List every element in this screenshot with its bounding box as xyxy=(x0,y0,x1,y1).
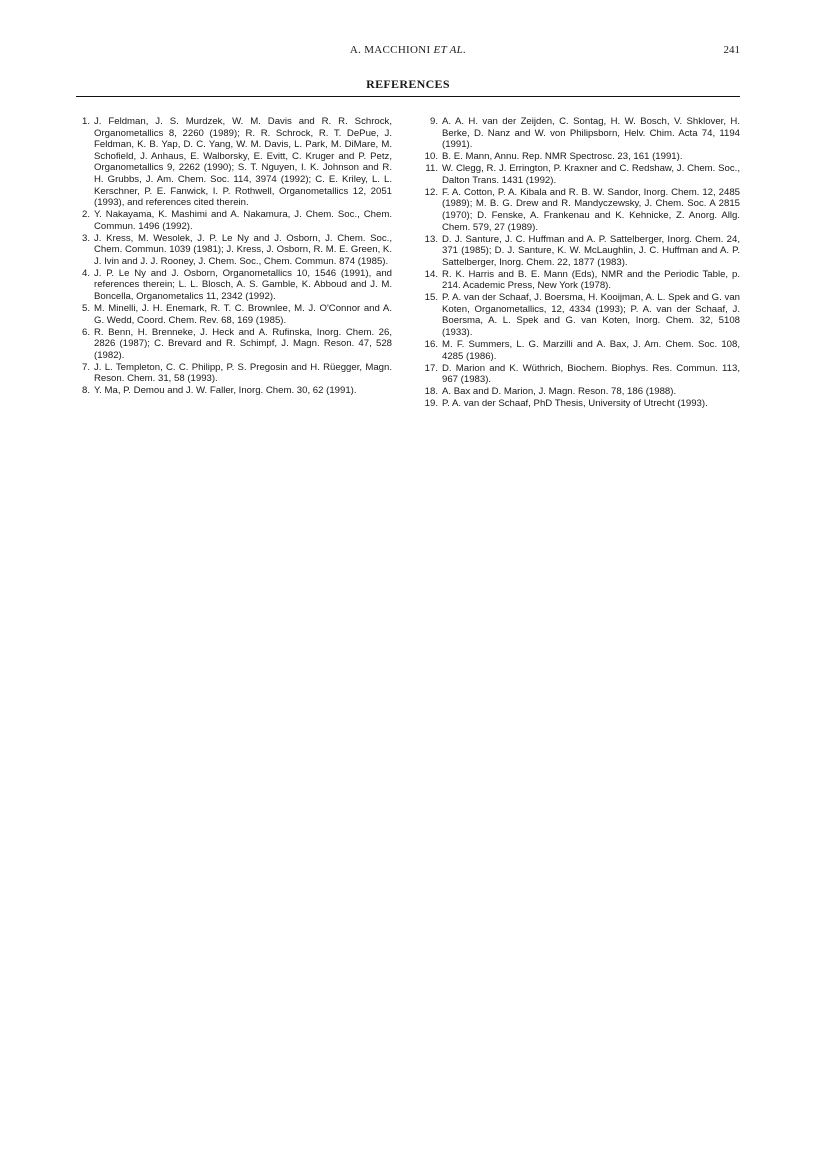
reference-text: Y. Ma, P. Demou and J. W. Faller, Inorg. Chem. 30, 62 (1991). xyxy=(94,385,357,397)
reference-number: 2. xyxy=(81,209,90,221)
reference-number: 17. xyxy=(424,362,438,374)
reference-item xyxy=(76,209,392,232)
references-right-column xyxy=(424,116,740,410)
reference-number: 9. xyxy=(429,116,438,127)
reference-item xyxy=(424,398,740,410)
reference-text: A. A. H. van der Zeijden, C. Sontag, H. W. Bosch, V. Shklover, H. Berke, D. Nanz and W. von Philipsborn, Helv. Chim. Acta 74, 1194 (1991). xyxy=(442,116,740,151)
reference-number: 11. xyxy=(425,163,438,175)
reference-item xyxy=(424,163,740,186)
reference-number: 18. xyxy=(424,386,438,398)
reference-text: R. Benn, H. Brenneke, J. Heck and A. Rufinska, Inorg. Chem. 26, 2826 (1987); C. Brevard and R. Schimpf, J. Magn. Reson. 47, 528 (1982). xyxy=(94,326,392,361)
reference-text: D. Marion and K. Wüthrich, Biochem. Biophys. Res. Commun. 113, 967 (1983). xyxy=(442,362,740,386)
reference-item xyxy=(424,234,740,269)
reference-item xyxy=(424,339,740,362)
reference-item xyxy=(76,268,392,303)
reference-item xyxy=(424,363,740,386)
header-rule xyxy=(76,96,740,97)
page-number: 241 xyxy=(723,44,740,56)
reference-text: B. E. Mann, Annu. Rep. NMR Spectrosc. 23, 161 (1991). xyxy=(442,151,683,163)
reference-number: 3. xyxy=(81,232,90,244)
reference-text: P. A. van der Schaaf, PhD Thesis, University of Utrecht (1993). xyxy=(442,398,708,410)
reference-number: 4. xyxy=(81,267,90,279)
reference-text: J. P. Le Ny and J. Osborn, Organometallics 10, 1546 (1991), and references therein; L. L. Blosch, A. S. Gamble, K. Abboud and J. M. Boncella, Organometalics 11, 2342 (1992). xyxy=(94,267,392,303)
reference-text: A. Bax and D. Marion, J. Magn. Reson. 78, 186 (1988). xyxy=(442,386,677,398)
reference-number: 15. xyxy=(424,292,438,304)
reference-text: J. Kress, M. Wesolek, J. P. Le Ny and J. Osborn, J. Chem. Soc., Chem. Commun. 1039 (1981); J. Kress, J. Osborn, R. M. E. Green, K. J. Ivin and J. J. Rooney, J. Chem. Soc., Chem. Commun. 874 (1985). xyxy=(94,232,392,267)
reference-item xyxy=(424,151,740,163)
reference-number: 1. xyxy=(81,116,90,127)
reference-number: 13. xyxy=(424,233,438,245)
reference-number: 8. xyxy=(81,385,90,397)
header-etal: ET AL. xyxy=(433,44,467,56)
reference-item xyxy=(76,362,392,385)
reference-item xyxy=(424,116,740,151)
reference-item xyxy=(76,385,392,397)
reference-number: 10. xyxy=(424,151,438,163)
reference-text: P. A. van der Schaaf, J. Boersma, H. Kooijman, A. L. Spek and G. van Koten, Organometallics, 12, 4334 (1993); P. A. van der Schaaf, J. Boersma, A. L. Spek and G. van Koten, Inorg. Chem. 32, 5108 (1933). xyxy=(442,292,740,339)
reference-text: F. A. Cotton, P. A. Kibala and R. B. W. Sandor, Inorg. Chem. 12, 2485 (1989); M. B. G. Drew and R. Mandyczewsky, J. Chem. Soc. A 2815 (1970); D. Fenske, A. Frankenau and K. Kehnicke, Z. Anorg. Allg. Chem. 579, 27 (1989). xyxy=(442,186,740,233)
reference-item xyxy=(76,116,392,209)
header-title xyxy=(76,44,740,56)
section-title: REFERENCES xyxy=(366,77,450,91)
reference-item xyxy=(76,327,392,362)
reference-number: 16. xyxy=(424,339,438,351)
reference-text: R. K. Harris and B. E. Mann (Eds), NMR and the Periodic Table, p. 214. Academic Press, New York (1978). xyxy=(442,268,740,292)
reference-text: M. F. Summers, L. G. Marzilli and A. Bax, J. Am. Chem. Soc. 108, 4285 (1986). xyxy=(442,339,740,362)
reference-item xyxy=(76,233,392,268)
reference-item xyxy=(424,386,740,398)
reference-item xyxy=(424,187,740,233)
header-authors: A. MACCHIONI xyxy=(349,44,431,56)
reference-number: 12. xyxy=(424,186,438,198)
reference-number: 5. xyxy=(81,303,90,315)
reference-number: 6. xyxy=(81,326,90,338)
reference-item xyxy=(424,269,740,292)
reference-text: W. Clegg, R. J. Errington, P. Kraxner and C. Redshaw, J. Chem. Soc., Dalton Trans. 1431 (1992). xyxy=(442,163,740,186)
reference-text: Y. Nakayama, K. Mashimi and A. Nakamura, J. Chem. Soc., Chem. Commun. 1496 (1992). xyxy=(94,209,392,232)
reference-number: 7. xyxy=(81,361,90,373)
reference-number: 14. xyxy=(424,268,438,280)
reference-text: J. L. Templeton, C. C. Philipp, P. S. Pregosin and H. Rüegger, Magn. Reson. Chem. 31, 58 (1993). xyxy=(94,361,392,385)
reference-item xyxy=(424,292,740,338)
reference-text: D. J. Santure, J. C. Huffman and A. P. Sattelberger, Inorg. Chem. 24, 371 (1985); D. J. Santure, K. W. McLaughlin, J. C. Huffman and A. P. Sattelberger, Inorg. Chem. 22, 1877 (1983). xyxy=(442,233,740,268)
running-header xyxy=(76,44,740,62)
reference-text: J. Feldman, J. S. Murdzek, W. M. Davis and R. R. Schrock, Organometallics 8, 2260 (1989); R. R. Schrock, R. T. DePue, J. Feldman, K. B. Yap, D. C. Yang, W. M. Davis, L. Park, M. DiMare, M. Schofield, J. Anhaus, E. Walborsky, E. Evitt, C. Kruger and P. Petz, Organometallics 9, 2262 (1990); S. T. Nguyen, I. K. Johnson and R. H. Grubbs, J. Am. Chem. Soc. 114, 3974 (1992); C. E. Kriley, L. L. Kerschner, P. E. Fanwick, I. P. Rothwell, Organometallics 12, 2051 (1993), and references cited therein. xyxy=(94,116,392,209)
reference-item xyxy=(76,303,392,326)
reference-text: M. Minelli, J. H. Enemark, R. T. C. Brownlee, M. J. O'Connor and A. G. Wedd, Coord. Chem. Rev. 68, 169 (1985). xyxy=(94,303,392,326)
references-left-column xyxy=(76,116,392,397)
reference-number: 19. xyxy=(424,398,438,410)
